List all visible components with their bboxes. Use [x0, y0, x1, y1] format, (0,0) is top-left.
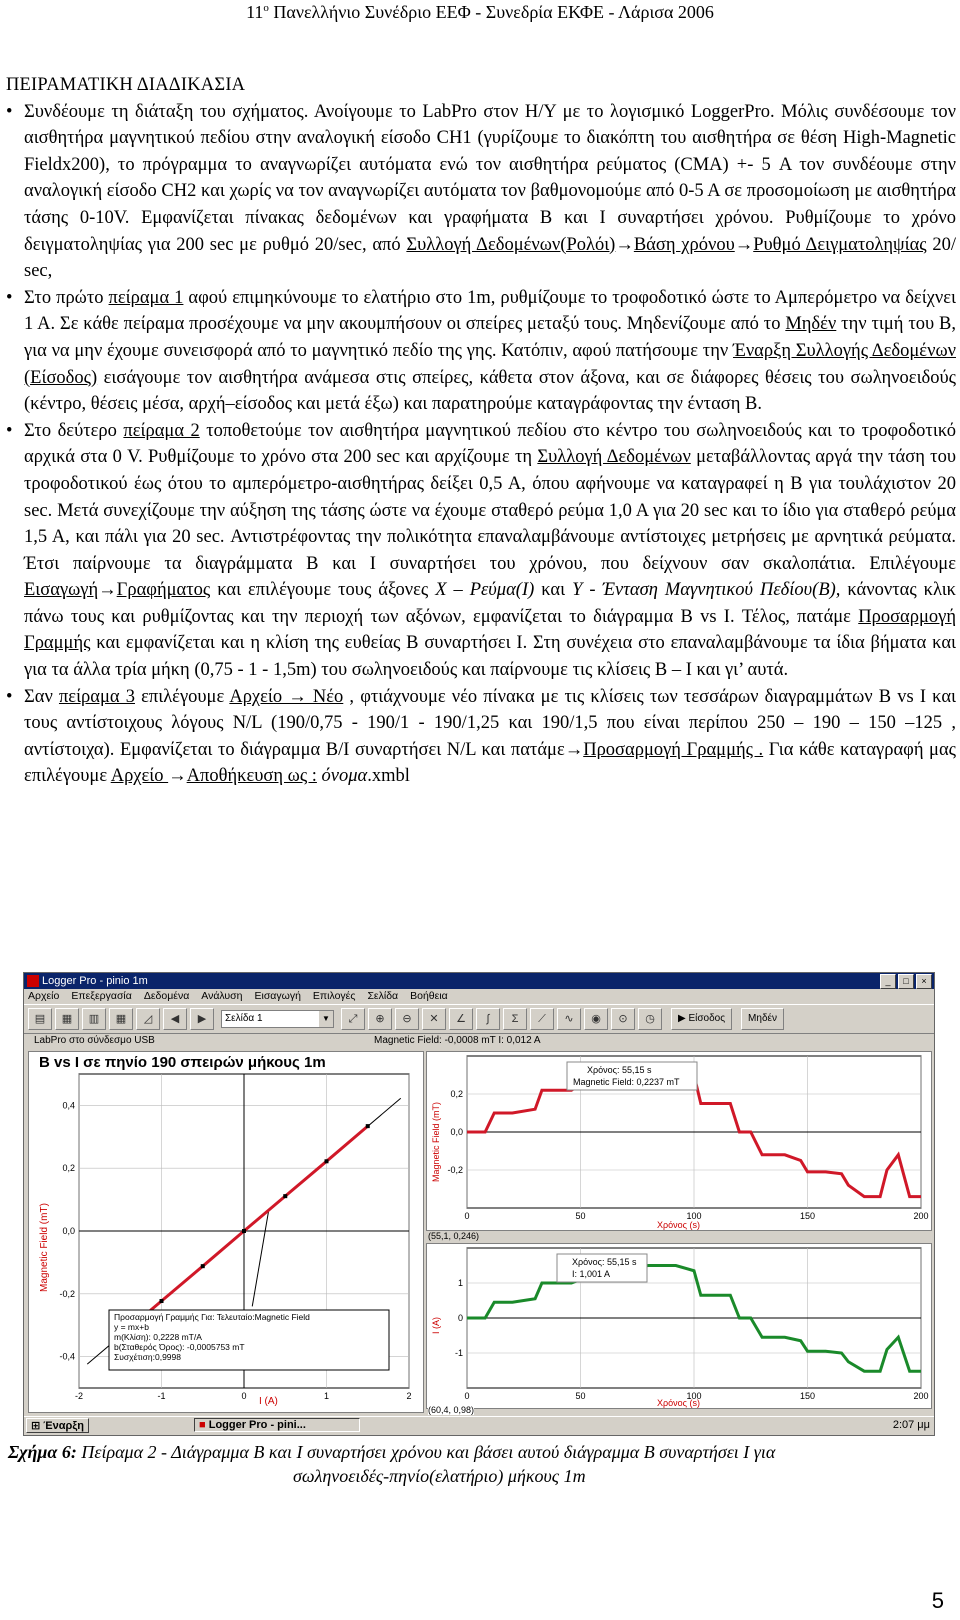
windows-logo-icon: ⊞ — [31, 1420, 41, 1432]
data-point — [325, 1159, 329, 1163]
menu-options[interactable]: Επιλογές — [312, 990, 356, 1002]
p3-f: κάνοντας κλικ πάνω τους και ρυθμίζοντας και την περιοχή των αξόνων, εμφανίζεται το διάγραμμα Β vs I. Τέλος, πατάμε — [24, 580, 957, 627]
page-number: 5 — [931, 1588, 944, 1613]
p1-link-clock: Συλλογή Δεδομένων(Ρολόι) — [406, 234, 616, 255]
p2-b: αφού επιμηκύνουμε το ελατήριο στο 1m, ρυθμίζουμε το τροφοδοτικό ώστε το Αμπερόμετρο να δείχνει 1 Α. Σε κάθε πείραμα προσέχουμε να μην ακουμπήσουν οι σπείρες μεταξύ τους. Μηδενίζουμε από το — [24, 287, 956, 335]
p3-d: και επιλέγουμε τους άξονες — [210, 580, 436, 601]
x-tick-label: 200 — [913, 1211, 929, 1221]
menu-page[interactable]: Σελίδα — [367, 990, 399, 1002]
p2-link-zero: Μηδέν — [785, 314, 837, 335]
x-tick-label: 150 — [799, 1391, 816, 1401]
p3-axis-y: Y - Ένταση Μαγνητικού Πεδίου(Β), — [572, 580, 841, 601]
graph-title: B vs I σε πηνίο 190 σπειρών μήκους 1m — [39, 1054, 326, 1071]
p4-d: Για κάθε καταγραφή μας επιλέγουμε — [24, 739, 956, 787]
y-tick-label: 0,0 — [450, 1127, 463, 1137]
data-point — [201, 1264, 205, 1268]
status-interface: LabPro στο σύνδεσμο USB — [34, 1035, 155, 1046]
p3-link-insert: Εισαγωγή — [24, 580, 99, 601]
p3-link-exp2: πείραμα 2 — [123, 420, 200, 441]
menu-data[interactable]: Δεδομένα — [143, 990, 190, 1002]
taskbar-task-loggerpro[interactable] — [194, 1418, 360, 1432]
status-readout: Magnetic Field: -0,0008 mT I: 0,012 A — [374, 1035, 541, 1046]
p1-link-rate: Ρυθμό Δειγματοληψίας — [753, 234, 927, 255]
graph-b-vs-i-svg — [29, 1052, 423, 1412]
page-header — [0, 2, 960, 23]
figure-caption — [8, 1440, 948, 1488]
fit-box — [109, 1310, 389, 1370]
y-tick-label: 1 — [457, 1278, 463, 1288]
curve-fit-icon[interactable]: ∿ — [557, 1008, 581, 1030]
examine-icon[interactable]: ✕ — [422, 1008, 446, 1030]
arrow: → — [734, 234, 754, 255]
status-line — [24, 1034, 934, 1048]
y-tick-label: 0 — [457, 1313, 463, 1323]
task-label: Logger Pro - pini... — [208, 1419, 306, 1431]
p2-link-exp1: πείραμα 1 — [108, 287, 184, 308]
integral-icon[interactable]: ∫ — [476, 1008, 500, 1030]
linear-fit-icon[interactable]: ⟋ — [530, 1008, 554, 1030]
menu-edit[interactable]: Επεξεργασία — [71, 990, 132, 1002]
save-icon[interactable]: ▦ — [55, 1008, 79, 1030]
arrow: → — [615, 234, 634, 255]
p3-b: τοποθετούμε τον αισθητήρα μαγνητικού πεδίου στο κέντρο του σωληνοειδούς και το τροφοδοτικό αρχικά στα 0 V. Ρυθμίζουμε το χρόνο στα 200 sec και αρχίζουμε τη — [24, 420, 957, 468]
task-icon: ■ — [199, 1419, 206, 1431]
x-tick-label: 1 — [323, 1391, 330, 1401]
p3-c: μεταβάλλοντας αργά την τάση του τροφοδοτικού έως ότου το αμπερόμετρο-αισθητήρας δείξει 0,5 Α, όπου αφήνουμε να καταγραφεί η Β για τουλάχιστον 20 sec. Μετά συνεχίζουμε την αύξηση της τάσης ώστε να έχουμε σταθερό ρεύμα 1,0 Α για 20 sec και το ίδιο για σταθερό ρεύμα 1,5 Α, και πάλι για 20 sec. Αντιστρέφοντας την πολικότητα επαναλαμβάνουμε αντίστοιχες μετρήσεις με αρνητικά ρεύματα. Έτσι παίρνουμε τα διαγράμματα Β και Ι συναρτήσει του χρόνου, που δείχνουν σαν σκαλοπάτια. Επιλέγουμε — [24, 447, 957, 574]
p1-a: Συνδέουμε τη διάταξη του σχήματος. Ανοίγουμε το LabPro στον Η/Υ με το λογισμικό LoggerPro. Μόλις συνδέσουμε τον αισθητήρα μαγνητικού πεδίου στην αναλογική είσοδο CH1 (γυρίζουμε το διακόπτη του αισθητήρα σε θέση High-Magnetic Fieldx200), το πρόγραμμα το αναγνωρίζει αυτόματα ενώ τον αισθητήρα ρεύματος (CMA) +- 5 A τον συνδέουμε στην αναλογική είσοδο CH2 και χωρίς να τον αναγνωρίζει αυτόματα τον βαθμονομούμε από 0-5 Α σε προσομοίωση με αισθητήρα τάσης 0-10V. Εμφανίζεται πίνακας δεδομένων και γραφήματα Β και Ι συναρτήσει χρόνου. Ρυθμίζουμε το χρόνο δειγματοληψίας για 200 sec με ρυθμό 20/sec, από — [24, 101, 956, 255]
graph-b-vs-i[interactable] — [28, 1051, 424, 1413]
x-tick-label: 50 — [575, 1391, 586, 1401]
paragraph-4 — [6, 684, 956, 790]
window-titlebar — [24, 973, 934, 989]
y-tick-label: -0,2 — [59, 1288, 75, 1299]
menu-file[interactable]: Αρχείο — [28, 990, 60, 1002]
data-point — [160, 1299, 164, 1303]
x-tick-label: 100 — [686, 1211, 702, 1221]
y-axis-label: I (A) — [431, 1317, 441, 1334]
x-tick-label: 0 — [464, 1211, 470, 1221]
caption-label: Σχήμα 6: — [8, 1442, 77, 1462]
arrow: → — [98, 580, 117, 601]
x-tick-label: 150 — [799, 1211, 816, 1221]
p1-b: 20/ sec, — [24, 234, 956, 282]
p1-link-timebase: Βάση χρόνου — [633, 234, 735, 255]
print-icon[interactable]: ▥ — [82, 1008, 106, 1030]
data-point — [283, 1194, 287, 1198]
app-icon — [27, 975, 39, 987]
graph-icon[interactable]: ◿ — [136, 1008, 160, 1030]
collect-button[interactable]: ▶ Είσοδος — [671, 1008, 732, 1030]
loggerpro-screenshot — [23, 972, 935, 1436]
y-tick-label: 0,2 — [62, 1163, 75, 1174]
graph-i-vs-time[interactable] — [426, 1243, 932, 1409]
table-icon[interactable]: ▦ — [109, 1008, 133, 1030]
clock-icon[interactable]: ◷ — [638, 1008, 662, 1030]
tooltip-i — [557, 1254, 647, 1282]
menu-analyze[interactable]: Ανάλυση — [201, 990, 243, 1002]
collect-label: Είσοδος — [688, 1013, 726, 1024]
p4-b: επιλέγουμε — [134, 686, 230, 707]
p4-link-file: Αρχείο — [110, 766, 169, 787]
data-point — [242, 1229, 246, 1233]
coord-readout-1: (55,1, 0,246) — [428, 1231, 480, 1241]
p3-link-fit: Προσαρμογή Γραμμής — [24, 606, 956, 654]
p3-axis-x: X – Ρεύμα(Ι) — [435, 580, 535, 601]
p3-link-graph: Γραφήματος — [116, 580, 211, 601]
graph-i-vs-time-svg — [427, 1244, 931, 1408]
chevron-down-icon: ▼ — [319, 1011, 333, 1027]
sensor-icon[interactable]: ⊙ — [611, 1008, 635, 1030]
tangent-icon[interactable]: ∠ — [449, 1008, 473, 1030]
start-label: Έναρξη — [43, 1420, 84, 1432]
fit-title: Προσαρμογή Γραμμής Για: Τελευταίο:Magnetic Field — [114, 1312, 310, 1322]
p4-c: , φτιάχνουμε νέο πίνακα με τις κλίσεις των τεσσάρων διαγραμμάτων Β vs I και τους αντίστοιχους λόγους N/L (190/0,75 - 190/1 - 190/1,25 και 190/1,5 που είναι περίπου 250 – 190 – 150 –125 , αντίστοιχα). Εμφανίζεται το διάγραμμα Β/Ι συναρτήσει N/L και πατάμε — [24, 686, 957, 760]
caption-line2: σωληνοειδές-πηνίο(ελατήριο) μήκους 1m — [293, 1466, 586, 1486]
data-point — [366, 1124, 370, 1128]
header-num: 11 — [246, 2, 264, 22]
coord-readout-2: (60,4, 0,98) — [428, 1405, 475, 1415]
maximize-icon[interactable]: □ — [898, 974, 914, 989]
x-axis-label: I (A) — [259, 1396, 278, 1407]
p4-link-new: Αρχείο → Νέο — [229, 686, 344, 707]
caption-text: Πείραμα 2 - Διάγραμμα Β και Ι συναρτήσει χρόνου και βάσει αυτού διάγραμμα Β συναρτήσει Ι για — [76, 1442, 776, 1462]
arrow: → — [564, 739, 584, 760]
zoom-in-icon[interactable]: ⊕ — [368, 1008, 392, 1030]
fit-pointer-line — [252, 1210, 269, 1306]
y-tick-label: -1 — [454, 1348, 463, 1358]
p4-link-fit: Προσαρμογή Γραμμής . — [583, 739, 764, 760]
minimize-icon[interactable]: _ — [880, 974, 896, 989]
x-tick-label: 2 — [406, 1391, 412, 1401]
paragraph-3 — [6, 418, 956, 684]
zero-button[interactable]: Μηδέν — [741, 1008, 784, 1030]
tooltip-time: Χρόνος: 55,15 s — [587, 1065, 652, 1075]
prev-page-icon[interactable]: ◀ — [163, 1008, 187, 1030]
taskbar — [24, 1416, 934, 1435]
fit-slope: m(Κλίση): 0,2228 mT/A — [114, 1332, 202, 1342]
p2-a: Στο πρώτο — [24, 287, 109, 308]
page-select-value: Σελίδα 1 — [225, 1013, 263, 1024]
labpro-icon[interactable]: ◉ — [584, 1008, 608, 1030]
tooltip-b — [567, 1062, 697, 1090]
page-select[interactable] — [221, 1010, 334, 1028]
y-axis-label: Magnetic Field (mT) — [431, 1101, 441, 1182]
close-icon[interactable]: × — [916, 974, 932, 989]
header-rest: Πανελλήνιο Συνέδριο ΕΕΦ - Συνεδρία ΕΚΦΕ - Λάρισα 2006 — [268, 2, 714, 22]
p4-link-exp3: πείραμα 3 — [58, 686, 135, 707]
taskbar-clock: 2:07 μμ — [892, 1419, 930, 1431]
autoscale-icon[interactable]: ⤢ — [341, 1008, 365, 1030]
zoom-out-icon[interactable]: ⊖ — [395, 1008, 419, 1030]
graph-b-vs-time-svg — [427, 1052, 931, 1230]
p2-c: την τιμή του Β, για να μην έχουμε συνεισφορά από το μαγνητικό πεδίο της γης. Κατόπιν, αφού πατήσουμε την — [24, 314, 956, 361]
paragraph-2 — [6, 285, 956, 418]
start-button[interactable] — [26, 1418, 89, 1433]
menu-insert[interactable]: Εισαγωγή — [254, 990, 301, 1002]
p3-g: και εμφανίζεται και η κλίση της ευθείας Β συναρτήσει Ι. Στη συνέχεια στο επαναλαμβάνουμε τα ίδια βήματα και για τα άλλα τρία μήκη (0,75 - 1 - 1,5m) του σωληνοειδούς και παίρνουμε τις κλίσεις Β – Ι και γι’ αυτά. — [24, 633, 956, 681]
p4-link-saveas: Αποθήκευση ως : — [186, 766, 317, 787]
y-tick-label: 0,2 — [450, 1089, 463, 1099]
p2-d: εισάγουμε τον αισθητήρα ανάμεσα στις σπείρες, κάθετα στον άξονα, και σε διάφορες θέσεις του σωληνοειδούς (κέντρο, θέσεις μέσα, αρχή–είσοδος και μετά έξω) και παρατηρούμε καταγράφοντας την ένταση Β. — [24, 367, 956, 415]
x-tick-label: 0 — [464, 1391, 470, 1401]
next-page-icon[interactable]: ▶ — [190, 1008, 214, 1030]
fit-correlation: Συσχέτιση:0,9998 — [114, 1352, 181, 1362]
p4-name: όνομα — [321, 766, 368, 787]
p3-a: Στο δεύτερο — [24, 420, 124, 441]
y-tick-label: 0,0 — [62, 1226, 75, 1236]
header-sup: o — [263, 2, 269, 14]
x-tick-label: 50 — [575, 1211, 586, 1221]
y-tick-label: -0,2 — [447, 1165, 463, 1175]
body-text — [6, 72, 956, 790]
x-tick-label: 0 — [241, 1391, 247, 1401]
p4-f: .xmbl — [367, 766, 410, 787]
menu-bar — [24, 989, 934, 1004]
window-title: Logger Pro - pinio 1m — [42, 975, 148, 987]
y-tick-label: 0,4 — [62, 1100, 75, 1111]
p4-a: Σαν — [24, 686, 59, 707]
p3-e: και — [534, 580, 573, 601]
toolbar — [24, 1004, 934, 1034]
y-axis-label: Magnetic Field (mT) — [39, 1203, 50, 1292]
p3-link-collect: Συλλογή Δεδομένων — [537, 447, 691, 468]
x-tick-label: 200 — [913, 1391, 929, 1401]
fit-intercept: b(Σταθερός Όρος): -0,0005753 mT — [114, 1342, 245, 1352]
arrow: → — [168, 766, 187, 787]
x-tick-label: -2 — [74, 1391, 84, 1401]
x-tick-label: 100 — [686, 1391, 702, 1401]
tooltip-time: Χρόνος: 55,15 s — [572, 1257, 637, 1267]
stats-icon[interactable]: Σ — [503, 1008, 527, 1030]
y-tick-label: -0,4 — [59, 1351, 75, 1362]
graph-b-vs-time[interactable] — [426, 1051, 932, 1231]
section-title: ΠΕΙΡΑΜΑΤΙΚΗ ΔΙΑΔΙΚΑΣΙΑ — [6, 75, 246, 95]
open-icon[interactable]: ▤ — [28, 1008, 52, 1030]
x-axis-label: Χρόνος (s) — [657, 1398, 700, 1408]
tooltip-value: Magnetic Field: 0,2237 mT — [573, 1077, 680, 1087]
p2-link-start: Έναρξη Συλλογής Δεδομένων (Είσοδος) — [24, 340, 956, 388]
paragraph-1 — [6, 99, 956, 285]
menu-help[interactable]: Βοήθεια — [410, 990, 448, 1002]
x-axis-label: Χρόνος (s) — [657, 1220, 700, 1230]
x-tick-label: -1 — [157, 1391, 166, 1401]
fit-eq: y = mx+b — [114, 1322, 149, 1332]
tooltip-value: I: 1,001 A — [572, 1269, 611, 1279]
